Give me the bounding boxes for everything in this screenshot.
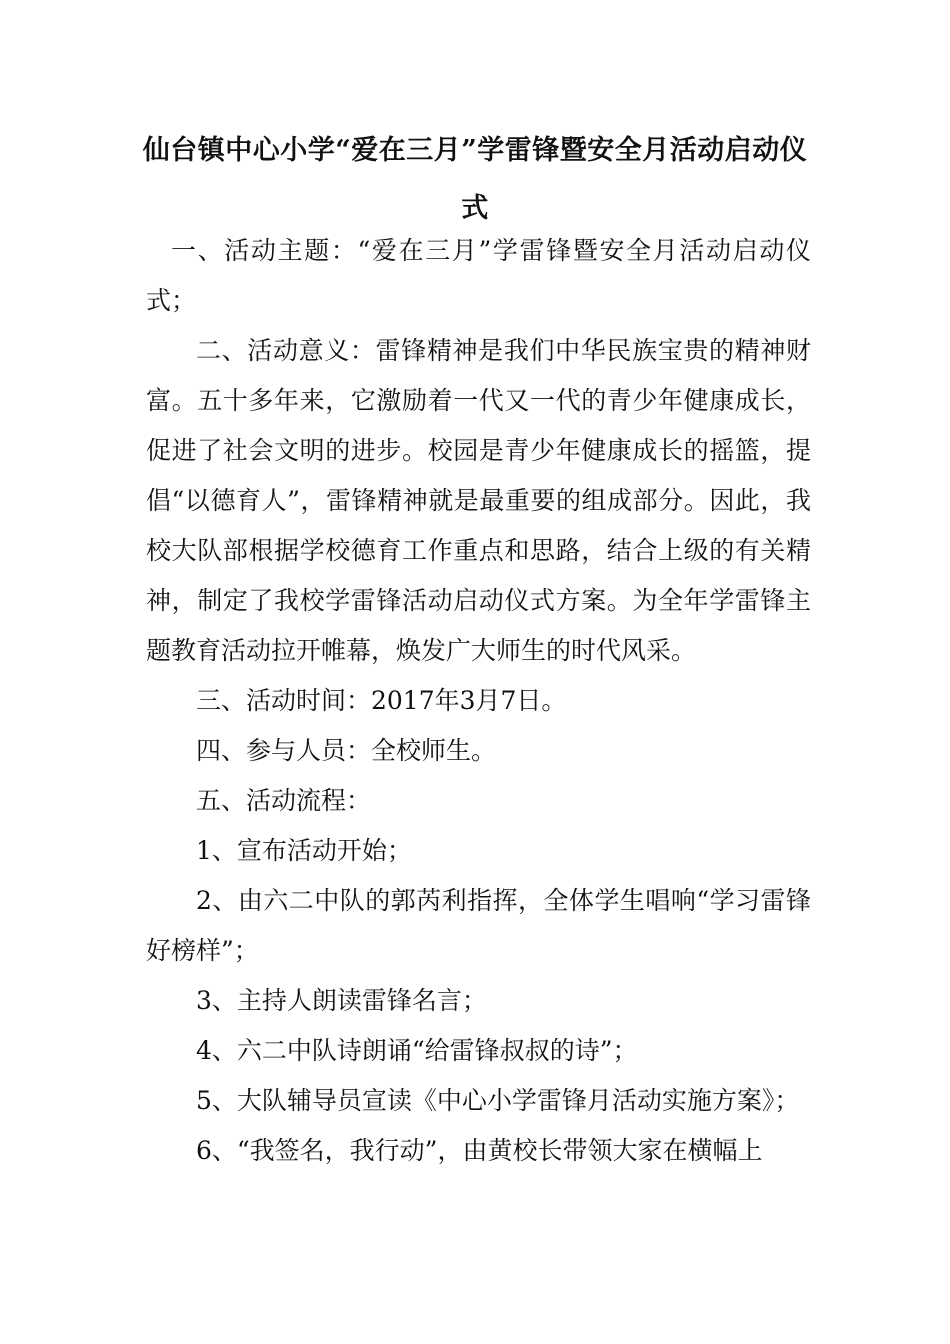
process-step-5: 5、大队辅导员宣读《中心小学雷锋月活动实施方案》； (196, 1086, 800, 1115)
process-step-1: 1、宣布活动开始； (196, 836, 412, 865)
paragraph-process-heading: 五、活动流程： (196, 786, 372, 815)
document-title: 仙台镇中心小学“爱在三月”学雷锋暨安全月活动启动仪式 (142, 135, 808, 224)
paragraph-theme: 一、活动主题：“爱在三月”学雷锋暨安全月活动启动仪式； (146, 236, 811, 315)
paragraph-significance: 二、活动意义：雷锋精神是我们中华民族宝贵的精神财富。五十多年来，它激励着一代又一代的青少年健康成长，促进了社会文明的进步。校园是青少年健康成长的摇篮，提倡“以德育人”，雷锋精神就是最重要的组成部分。因此，我校大队部根据学校德育工作重点和思路，结合上级的有关精神，制定了我校学雷锋活动启动仪式方案。为全年学雷锋主题教育活动拉开帷幕，焕发广大师生的时代风采。 (146, 336, 811, 665)
process-step-4: 4、六二中队诗朗诵“给雷锋叔叔的诗”； (196, 1036, 638, 1065)
paragraph-participants: 四、参与人员：全校师生。 (196, 736, 497, 765)
process-step-6: 6、“我签名，我行动”，由黄校长带领大家在横幅上 (196, 1136, 763, 1165)
document-body (146, 226, 811, 1176)
process-step-3: 3、主持人朗读雷锋名言； (196, 986, 487, 1015)
paragraph-time: 三、活动时间：2017年3月7日。 (196, 686, 567, 715)
process-step-2: 2、由六二中队的郭芮利指挥，全体学生唱响“学习雷锋好榜样”； (146, 886, 811, 965)
